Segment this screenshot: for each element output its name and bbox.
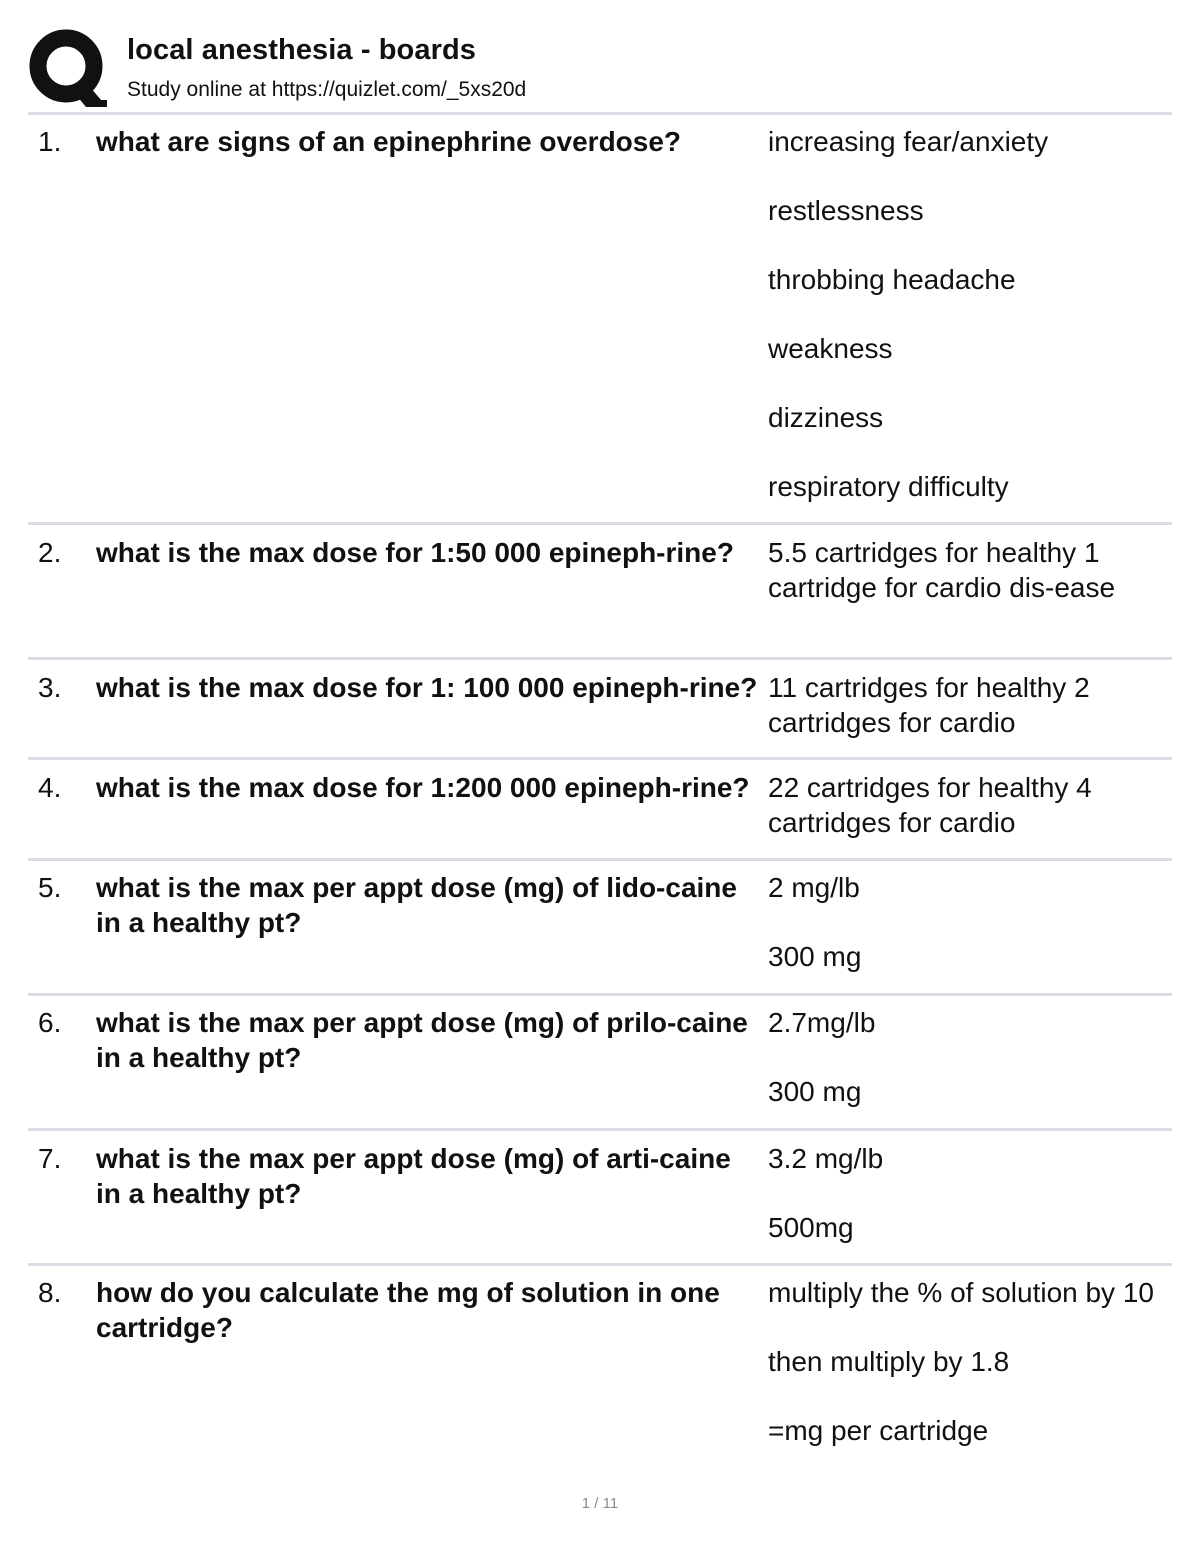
- study-link-text: Study online at https://quizlet.com/_5xs20d: [127, 78, 527, 101]
- flashcard-row: [28, 770, 1172, 861]
- card-term: what is the max dose for 1:50 000 epineph-rine?: [96, 537, 734, 568]
- quizlet-logo-icon: [28, 28, 108, 108]
- page-number: 1 / 11: [581, 1495, 619, 1512]
- card-definition: [768, 535, 1168, 605]
- definition-line: 3.2 mg/lb: [768, 1143, 884, 1174]
- card-divider: [28, 858, 1172, 861]
- card-term: how do you calculate the mg of solution in one cartridge?: [96, 1277, 720, 1343]
- card-number: 8.: [38, 1277, 62, 1308]
- card-definition: [768, 770, 1168, 840]
- card-divider: [28, 657, 1172, 660]
- definition-line: throbbing headache: [768, 264, 1016, 295]
- card-number: 4.: [38, 772, 62, 803]
- card-term: what are signs of an epinephrine overdose?: [96, 126, 682, 157]
- definition-line: respiratory difficulty: [768, 471, 1009, 502]
- definition-line: multiply the % of solution by 10: [768, 1277, 1154, 1308]
- flashcard-row: [28, 535, 1172, 660]
- card-divider: [28, 1128, 1172, 1131]
- card-number: 3.: [38, 672, 62, 703]
- definition-line: weakness: [768, 333, 893, 364]
- definition-line: 5.5 cartridges for healthy 1 cartridge for cardio dis-ease: [768, 537, 1116, 603]
- definition-line: increasing fear/anxiety: [768, 126, 1049, 157]
- card-definition: [768, 670, 1168, 740]
- definition-line: 2 mg/lb: [768, 872, 860, 903]
- card-number: 1.: [38, 126, 62, 157]
- definition-line: restlessness: [768, 195, 924, 226]
- page-header: [28, 28, 1172, 112]
- card-definition: [768, 1275, 1168, 1448]
- card-term: what is the max dose for 1: 100 000 epineph-rine?: [96, 672, 758, 703]
- definition-line: 2.7mg/lb: [768, 1007, 876, 1038]
- definition-line: 11 cartridges for healthy 2 cartridges for cardio: [768, 672, 1090, 738]
- card-term: what is the max dose for 1:200 000 epineph-rine?: [96, 772, 750, 803]
- definition-line: =mg per cartridge: [768, 1415, 989, 1446]
- card-definition: [768, 124, 1168, 504]
- card-divider: [28, 1263, 1172, 1266]
- card-divider: [28, 757, 1172, 760]
- card-term: what is the max per appt dose (mg) of prilo-caine in a healthy pt?: [96, 1007, 748, 1073]
- definition-line: 22 cartridges for healthy 4 cartridges for cardio: [768, 772, 1092, 838]
- definition-line: then multiply by 1.8: [768, 1346, 1010, 1377]
- card-divider: [28, 993, 1172, 996]
- card-term: what is the max per appt dose (mg) of lido-caine in a healthy pt?: [96, 872, 737, 938]
- flashcard-row: [28, 870, 1172, 996]
- card-definition: [768, 870, 1168, 974]
- definition-line: 500mg: [768, 1212, 854, 1243]
- card-number: 2.: [38, 537, 62, 568]
- header-divider: [28, 112, 1172, 115]
- card-number: 5.: [38, 872, 62, 903]
- flashcard-row: [28, 670, 1172, 760]
- definition-line: 300 mg: [768, 1076, 862, 1107]
- definition-line: 300 mg: [768, 941, 862, 972]
- card-number: 7.: [38, 1143, 62, 1174]
- card-divider: [28, 522, 1172, 525]
- definition-line: dizziness: [768, 402, 884, 433]
- flashcard-row: [28, 1005, 1172, 1131]
- flashcard-row: [28, 1275, 1172, 1485]
- flashcard-row: [28, 124, 1172, 525]
- flashcard-row: [28, 1141, 1172, 1266]
- card-number: 6.: [38, 1007, 62, 1038]
- page-title: local anesthesia - boards: [127, 34, 477, 66]
- card-term: what is the max per appt dose (mg) of arti-caine in a healthy pt?: [96, 1143, 731, 1209]
- card-definition: [768, 1141, 1168, 1245]
- card-definition: [768, 1005, 1168, 1109]
